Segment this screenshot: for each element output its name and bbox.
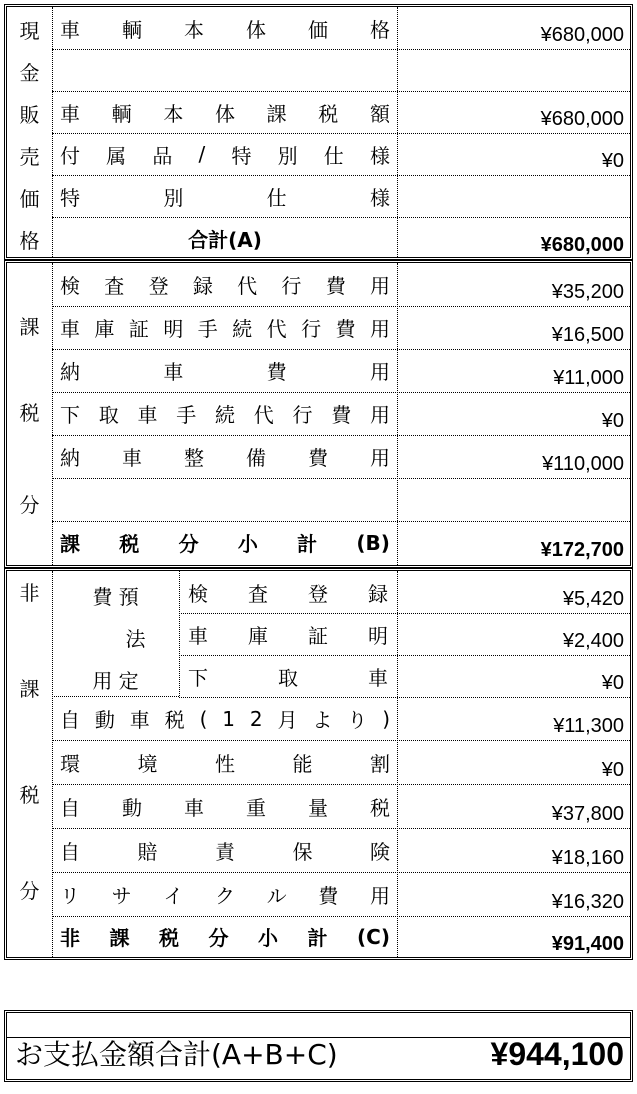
label-char: 取	[278, 665, 298, 690]
label-char: 自	[60, 708, 80, 732]
label-char: り	[347, 708, 368, 732]
row-value: ¥2,400	[562, 630, 624, 652]
label-char: 自	[60, 840, 80, 864]
table-row	[52, 435, 630, 479]
row-value: ¥91,400	[551, 933, 624, 955]
label-char: 下	[60, 403, 80, 427]
label-char: 録	[368, 581, 388, 606]
table-row	[179, 613, 630, 656]
row-label	[60, 349, 390, 392]
label-char: 検	[188, 581, 208, 606]
label-char: 険	[370, 840, 390, 864]
label-char: 費	[331, 403, 352, 427]
label-char: 動	[122, 796, 142, 820]
row-value: ¥0	[601, 410, 624, 432]
label-char: 行	[281, 274, 302, 298]
table-row	[52, 217, 630, 259]
label-char: 計	[307, 926, 328, 950]
row-label	[60, 392, 390, 435]
row-label	[60, 175, 390, 217]
label-char: 費	[335, 317, 356, 341]
row-value: ¥0	[601, 150, 624, 172]
label-char: 車	[163, 360, 184, 384]
label-char: 車	[60, 317, 80, 341]
row-label	[60, 873, 390, 916]
label-char: 税	[119, 532, 140, 556]
label-char: 属	[106, 143, 127, 168]
label-char: よ	[312, 708, 333, 732]
label-char: 分	[208, 926, 229, 950]
side-char: 売	[19, 145, 40, 169]
table-row	[52, 741, 630, 785]
grand-total-label: お支払金額合計(A+B+C)	[15, 1038, 338, 1071]
row-label	[60, 49, 390, 91]
label-char: 続	[232, 317, 253, 341]
side-char: 課	[19, 677, 40, 701]
cash-price-section	[4, 4, 633, 260]
label-char: 下	[188, 665, 208, 690]
label-char: 庫	[248, 623, 268, 648]
label-char: 様	[369, 143, 390, 168]
label-char: 月	[277, 708, 298, 732]
side-char: 金	[19, 61, 40, 85]
row-label	[60, 435, 390, 478]
grand-total-box	[4, 1010, 633, 1082]
label-char: 費	[325, 274, 346, 298]
label-char: 証	[308, 623, 328, 648]
row-label	[60, 829, 390, 872]
table-row	[52, 478, 630, 522]
label-char: イ	[163, 884, 184, 908]
label-char: 付	[60, 143, 80, 168]
label-char: 証	[128, 317, 149, 341]
label-char: 品	[152, 143, 173, 168]
label-char: 1	[222, 706, 235, 731]
label-char: 費	[308, 446, 328, 470]
side-char: 格	[19, 229, 40, 253]
label-char: 用	[370, 403, 390, 427]
table-row	[52, 263, 630, 307]
row-value: ¥5,420	[562, 588, 624, 610]
label-char: ル	[266, 884, 287, 908]
label-char: 用	[369, 360, 390, 384]
label-char: 税	[318, 101, 339, 126]
label-char: 明	[163, 317, 184, 341]
label-char: 環	[60, 752, 80, 776]
label-char: (	[199, 706, 208, 731]
label-char: (C)	[357, 924, 390, 949]
row-label	[60, 697, 390, 740]
label-char: 手	[197, 317, 218, 341]
table-row	[52, 392, 630, 436]
side-char: 分	[19, 879, 40, 903]
row-value: ¥16,500	[551, 324, 624, 346]
table-row	[52, 349, 630, 393]
row-value: ¥11,300	[553, 715, 624, 737]
row-label	[60, 521, 390, 564]
table-row	[52, 133, 630, 176]
deposit-label: 用 定	[92, 669, 139, 693]
row-label	[60, 217, 390, 259]
table-row	[52, 873, 630, 917]
label-char: 2	[249, 706, 263, 731]
table-row	[179, 571, 630, 614]
deposit-label: 法	[125, 627, 146, 651]
label-char: 賠	[137, 840, 158, 864]
row-label	[188, 655, 388, 697]
side-char: 分	[19, 493, 40, 517]
label-char: 手	[176, 403, 197, 427]
table-row	[52, 697, 630, 741]
label-char: 車	[368, 665, 388, 690]
label-char: 本	[163, 101, 184, 126]
row-label	[60, 263, 390, 306]
label-char: 仕	[323, 143, 344, 168]
label-char: 別	[163, 185, 184, 210]
table-row	[52, 175, 630, 218]
label-char: 量	[308, 796, 328, 820]
label-char: 課	[60, 532, 80, 556]
cash-side-label	[7, 7, 53, 257]
side-char: 販	[19, 103, 40, 127]
row-value: ¥16,320	[551, 891, 624, 913]
table-row	[52, 521, 630, 564]
label-char: )	[382, 706, 390, 731]
label-char: 代	[266, 317, 287, 341]
label-char: 車	[129, 708, 150, 732]
label-char: 行	[301, 317, 322, 341]
label-char: 輌	[111, 101, 132, 126]
label-char: 輌	[122, 17, 142, 42]
row-value: ¥11,000	[553, 367, 624, 389]
label-char: 検	[60, 274, 80, 298]
label-char: 体	[246, 17, 266, 42]
label-char: 明	[368, 623, 388, 648]
label-char: 仕	[266, 185, 287, 210]
label-char: 課	[109, 926, 130, 950]
row-value: ¥18,160	[551, 847, 624, 869]
label-char: 備	[246, 446, 266, 470]
label-char: 整	[184, 446, 204, 470]
table-row	[52, 915, 630, 958]
label-char: 納	[60, 446, 80, 470]
table-row	[52, 91, 630, 134]
label-char: サ	[111, 884, 132, 908]
label-char: 割	[370, 752, 390, 776]
row-value: ¥680,000	[540, 108, 624, 130]
label-char: 査	[104, 274, 125, 298]
row-label	[60, 306, 390, 349]
label-char: 額	[369, 101, 390, 126]
label-char: 車	[122, 446, 142, 470]
row-value: ¥35,200	[551, 281, 624, 303]
grand-total-value: ¥944,100	[490, 1036, 624, 1072]
row-label	[60, 478, 390, 521]
label-char: 重	[246, 796, 266, 820]
label-char: 代	[253, 403, 274, 427]
row-label	[60, 91, 390, 133]
label-char: 車	[60, 17, 80, 42]
label-char: 査	[248, 581, 268, 606]
nontaxable-side-label	[7, 571, 53, 957]
table-row	[179, 655, 630, 698]
label-char: 税	[164, 708, 185, 732]
label-char: 格	[370, 17, 390, 42]
label-char: 分	[178, 532, 199, 556]
table-row	[52, 785, 630, 829]
side-char: 現	[19, 19, 40, 43]
label-char: 非	[60, 926, 80, 950]
label-char: 用	[370, 446, 390, 470]
label-char: 費	[266, 360, 287, 384]
row-label	[60, 741, 390, 784]
label-char: 保	[292, 840, 313, 864]
label-char: 小	[237, 532, 258, 556]
label-char: 特	[60, 185, 80, 210]
row-label	[60, 915, 390, 958]
label-char: 責	[215, 840, 235, 864]
side-char: 非	[19, 581, 40, 605]
label-char: 特	[231, 143, 252, 168]
row-value: ¥37,800	[551, 803, 624, 825]
label-char: 様	[369, 185, 390, 210]
row-value: ¥680,000	[540, 24, 624, 46]
label-char: 納	[60, 360, 80, 384]
label-char: /	[198, 142, 206, 166]
label-char: 自	[60, 796, 80, 820]
label-char: 庫	[94, 317, 115, 341]
label-char: 車	[188, 623, 208, 648]
side-char: 価	[19, 187, 40, 211]
row-value: ¥0	[601, 759, 624, 781]
row-value: ¥680,000	[540, 234, 624, 256]
deposit-label: 費 預	[92, 585, 139, 609]
label-char: 車	[137, 403, 158, 427]
label-char: 登	[308, 581, 328, 606]
label-char: 用	[369, 274, 390, 298]
label-char: 取	[98, 403, 119, 427]
label-char: 能	[292, 752, 313, 776]
label-char: 車	[60, 101, 80, 126]
table-row	[52, 829, 630, 873]
label-char: 課	[266, 101, 287, 126]
label-char: 体	[214, 101, 235, 126]
label-char: (B)	[356, 530, 390, 555]
row-value: ¥110,000	[542, 453, 624, 475]
table-row	[52, 49, 630, 92]
label-char: 価	[308, 17, 328, 42]
taxable-side-label	[7, 263, 53, 565]
nontaxable-section	[4, 568, 633, 960]
label-char: ク	[214, 884, 235, 908]
row-label	[188, 613, 388, 655]
label-char: 車	[184, 796, 204, 820]
side-char: 課	[19, 315, 40, 339]
label-char: 合計(A)	[188, 227, 262, 252]
label-char: 用	[369, 317, 390, 341]
row-value: ¥172,700	[540, 539, 624, 561]
label-char: 税	[159, 926, 179, 950]
taxable-section	[4, 260, 633, 568]
side-char: 税	[19, 401, 40, 425]
label-char: 録	[192, 274, 213, 298]
label-char: 別	[277, 143, 298, 168]
label-char: 用	[369, 884, 390, 908]
table-row	[52, 306, 630, 350]
row-label	[60, 7, 390, 49]
row-label	[188, 571, 388, 613]
row-label	[60, 785, 390, 828]
label-char: 続	[215, 403, 235, 427]
label-char: 性	[215, 752, 235, 776]
row-value: ¥0	[601, 672, 624, 694]
label-char: リ	[60, 884, 80, 908]
label-char: 代	[237, 274, 258, 298]
label-char: 行	[292, 403, 313, 427]
label-char: 本	[184, 17, 204, 42]
label-char: 計	[297, 532, 318, 556]
label-char: 費	[318, 884, 339, 908]
label-char: 境	[137, 752, 158, 776]
label-char: 動	[94, 708, 115, 732]
row-label	[60, 133, 390, 175]
label-char: 登	[148, 274, 169, 298]
label-char: 小	[258, 926, 278, 950]
side-char: 税	[19, 783, 40, 807]
label-char: 税	[370, 796, 390, 820]
table-row	[52, 7, 630, 50]
